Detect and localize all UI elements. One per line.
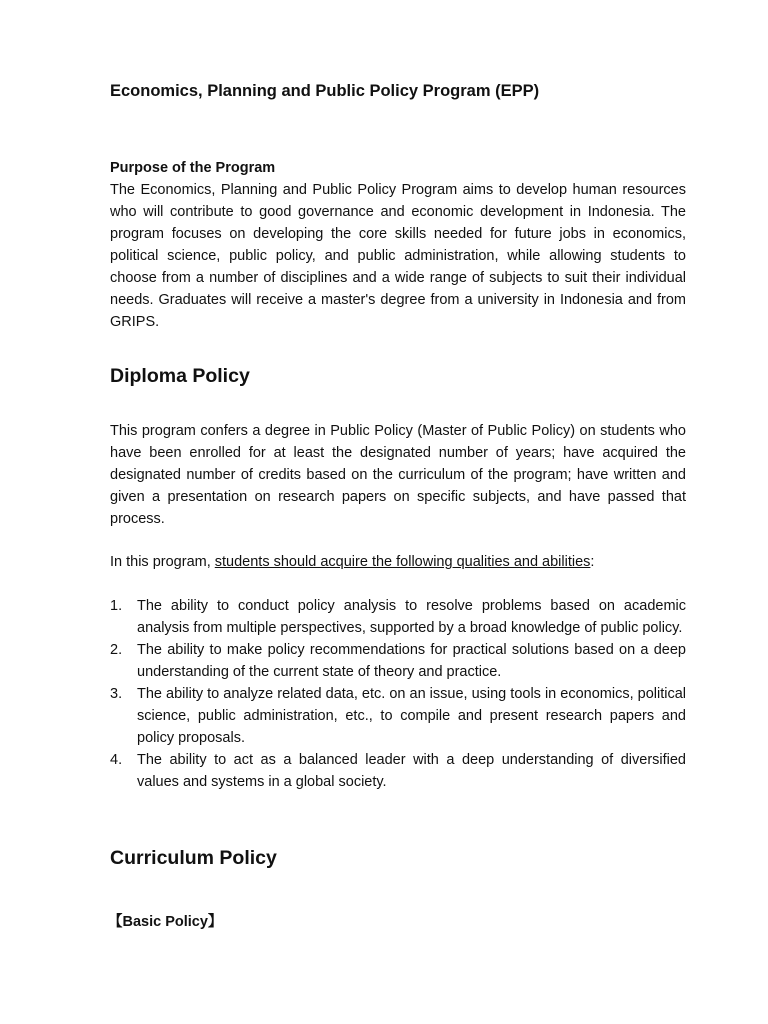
document-title: Economics, Planning and Public Policy Program (EPP): [110, 82, 540, 100]
list-item: [110, 595, 686, 639]
list-item-number: 3.: [110, 686, 123, 702]
list-item: [110, 639, 686, 683]
curriculum-policy-heading: Curriculum Policy: [110, 847, 277, 869]
abilities-intro-underlined: students should acquire the following qualities and abilities: [214, 554, 591, 570]
abilities-intro-prefix: In this program,: [110, 554, 215, 570]
list-item-number: 4.: [110, 752, 123, 768]
list-item-text: The ability to analyze related data, etc. on an issue, using tools in economics, political science, public administration, etc., to compile and present research papers and policy proposals.: [137, 686, 686, 746]
purpose-paragraph: The Economics, Planning and Public Policy Program aims to develop human resources who will contribute to good governance and economic development in Indonesia. The program focuses on developing the core skills needed for future jobs in economics, political science, public policy, and public administration, while allowing students to choose from a number of disciplines and a wide range of subjects to suit their individual needs. Graduates will receive a master's degree from a university in Indonesia and from GRIPS.: [110, 182, 686, 330]
list-item: [110, 749, 686, 793]
list-item-number: 1.: [110, 598, 123, 614]
diploma-policy-paragraph: This program confers a degree in Public Policy (Master of Public Policy) on students who have been enrolled for at least the designated number of years; have acquired the designated number of credits based on the curriculum of the program; have written and given a presentation on research papers on specific subjects, and have passed that process.: [110, 423, 686, 527]
list-item-text: The ability to conduct policy analysis to resolve problems based on academic analysis from multiple perspectives, supported by a broad knowledge of public policy.: [137, 598, 686, 636]
abilities-intro-suffix: :: [590, 554, 595, 570]
abilities-list: [110, 595, 686, 793]
list-item-number: 2.: [110, 642, 123, 658]
basic-policy-subheading: 【Basic Policy】: [108, 914, 223, 930]
purpose-heading: Purpose of the Program: [110, 160, 276, 176]
list-item-text: The ability to act as a balanced leader with a deep understanding of diversified values and systems in a global society.: [137, 752, 686, 790]
list-item-text: The ability to make policy recommendations for practical solutions based on a deep understanding of the current state of theory and practice.: [137, 642, 686, 680]
diploma-policy-heading: Diploma Policy: [110, 365, 250, 387]
list-item: [110, 683, 686, 749]
abilities-intro: [110, 551, 686, 573]
